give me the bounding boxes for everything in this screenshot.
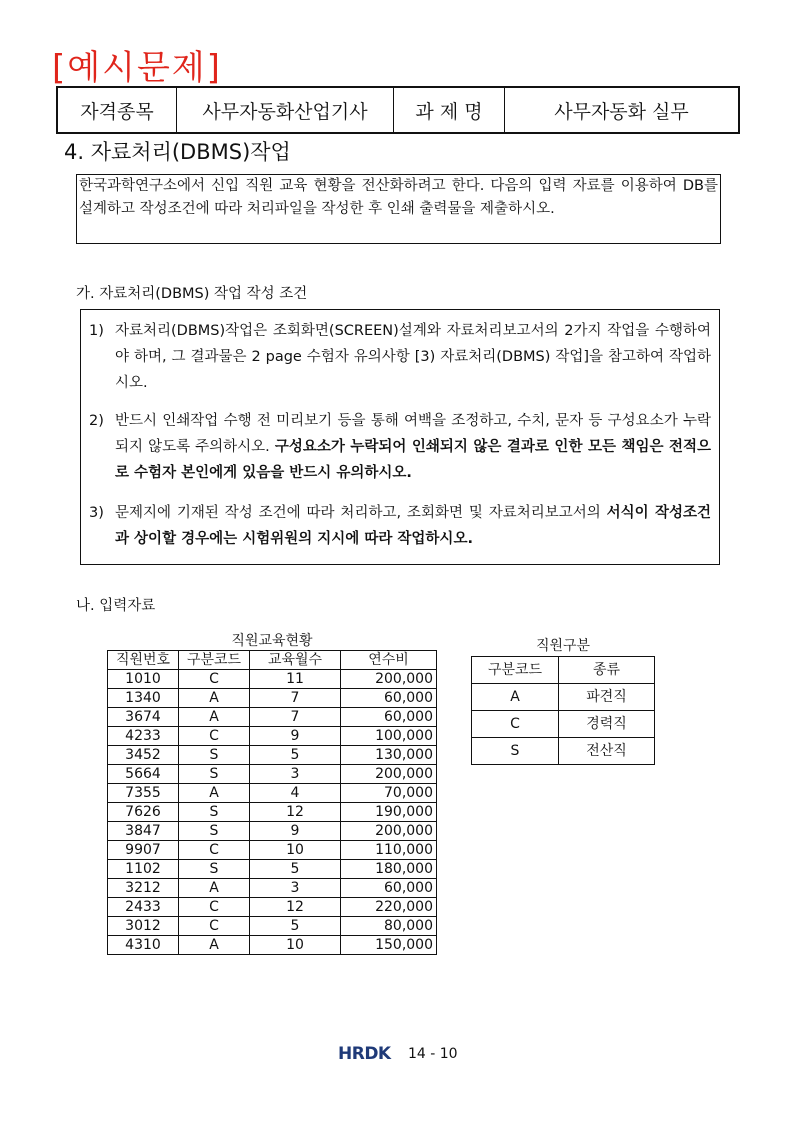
table-cell: 10 [250, 936, 341, 955]
table-cell: 100,000 [341, 727, 437, 746]
table-cell: 110,000 [341, 841, 437, 860]
table-cell: 5 [250, 860, 341, 879]
table-cell: 경력직 [559, 711, 655, 738]
table-cell: C [179, 670, 250, 689]
task-name-label: 과 제 명 [394, 87, 505, 133]
table-cell: 4310 [108, 936, 179, 955]
table-cell: 200,000 [341, 822, 437, 841]
table-cell: 5 [250, 746, 341, 765]
table-cell: C [179, 841, 250, 860]
table-cell: 3 [250, 765, 341, 784]
table-cell: C [472, 711, 559, 738]
employee-training-table [107, 650, 437, 955]
table-row [472, 684, 655, 711]
table-cell: S [179, 803, 250, 822]
table-cell: A [179, 784, 250, 803]
conditions-title: 가. 자료처리(DBMS) 작업 작성 조건 [76, 286, 308, 302]
table-cell: A [179, 936, 250, 955]
condition-text: 반드시 인쇄작업 수행 전 미리보기 등을 통해 여백을 조정하고, 수치, 문자 등 구성요소가 누락되지 않도록 주의하시오. [115, 413, 711, 455]
table-cell: 9 [250, 822, 341, 841]
table-cell: 1340 [108, 689, 179, 708]
column-header: 구분코드 [179, 651, 250, 670]
hrdk-logo: HRDK [338, 1044, 391, 1064]
table-row [108, 670, 437, 689]
table1-caption: 직원교육현황 [231, 633, 313, 649]
table-cell: S [179, 746, 250, 765]
table-cell: 80,000 [341, 917, 437, 936]
table-cell: 60,000 [341, 708, 437, 727]
table-cell: 10 [250, 841, 341, 860]
column-header: 직원번호 [108, 651, 179, 670]
table-cell: 3452 [108, 746, 179, 765]
intro-text: 한국과학연구소에서 신입 직원 교육 현황을 전산화하려고 한다. 다음의 입력 자료를 이용하여 DB를 설계하고 작성조건에 따라 처리파일을 작성한 후 인쇄 출력물을 제출하시오. [79, 178, 718, 217]
table-cell: A [179, 689, 250, 708]
table-row [108, 765, 437, 784]
table-cell: 3674 [108, 708, 179, 727]
table-cell: 3012 [108, 917, 179, 936]
page-header-title: [예시문제] [52, 48, 222, 88]
condition-body [115, 318, 711, 396]
table-cell: C [179, 917, 250, 936]
table-cell: 5664 [108, 765, 179, 784]
table-row [108, 879, 437, 898]
qualification-value: 사무자동화산업기사 [177, 87, 394, 133]
table-row [108, 936, 437, 955]
table-cell: 130,000 [341, 746, 437, 765]
condition-number: 2) [89, 413, 104, 429]
table-cell: 7626 [108, 803, 179, 822]
table-cell: 60,000 [341, 879, 437, 898]
table-cell: 200,000 [341, 765, 437, 784]
table-cell: 180,000 [341, 860, 437, 879]
column-header: 구분코드 [472, 657, 559, 684]
table-cell: A [179, 879, 250, 898]
table-row [472, 711, 655, 738]
table-cell: 7355 [108, 784, 179, 803]
table-row [108, 841, 437, 860]
table-cell: 파견직 [559, 684, 655, 711]
condition-emphasis: 서식이 작성조건과 상이할 경우에는 시험위원의 지시에 따라 작업하시오. [115, 505, 711, 547]
table-cell: 3212 [108, 879, 179, 898]
table-cell: 12 [250, 898, 341, 917]
table-cell: C [179, 898, 250, 917]
exam-info-table [56, 86, 740, 134]
table-cell: 200,000 [341, 670, 437, 689]
condition-body [115, 500, 711, 552]
task-name-value: 사무자동화 실무 [505, 87, 740, 133]
table-cell: S [472, 738, 559, 765]
table-cell: S [179, 765, 250, 784]
condition-body [115, 408, 711, 486]
table-cell: 1102 [108, 860, 179, 879]
table-cell: 9907 [108, 841, 179, 860]
table-cell: 220,000 [341, 898, 437, 917]
table-cell: 전산직 [559, 738, 655, 765]
section-title: 4. 자료처리(DBMS)작업 [64, 140, 291, 164]
table-cell: 3847 [108, 822, 179, 841]
table-row [472, 738, 655, 765]
table-cell: 4233 [108, 727, 179, 746]
qualification-label: 자격종목 [57, 87, 177, 133]
table-row [108, 689, 437, 708]
condition-number: 3) [89, 505, 104, 521]
table-row [108, 746, 437, 765]
table-cell: C [179, 727, 250, 746]
table-header-row [472, 657, 655, 684]
table-cell: 60,000 [341, 689, 437, 708]
table-cell: S [179, 822, 250, 841]
table-row [108, 727, 437, 746]
table-cell: 9 [250, 727, 341, 746]
table-row [108, 784, 437, 803]
table-row [108, 708, 437, 727]
table-header-row [108, 651, 437, 670]
table2-caption: 직원구분 [535, 638, 591, 654]
table-cell: A [179, 708, 250, 727]
table-row [108, 917, 437, 936]
table-row [108, 822, 437, 841]
table-cell: 7 [250, 689, 341, 708]
table-cell: 7 [250, 708, 341, 727]
page-number: 14 - 10 [408, 1046, 458, 1062]
column-header: 교육월수 [250, 651, 341, 670]
condition-number: 1) [89, 323, 104, 339]
table-cell: 11 [250, 670, 341, 689]
table-cell: 4 [250, 784, 341, 803]
column-header: 종류 [559, 657, 655, 684]
table-cell: 12 [250, 803, 341, 822]
table-row [108, 803, 437, 822]
condition-text: 자료처리(DBMS)작업은 조회화면(SCREEN)설계와 자료처리보고서의 2가지 작업을 수행하여야 하며, 그 결과물은 2 page 수험자 유의사항 [3) 자료처리(DBMS) 작업]을 참고하여 작업하시오. [115, 323, 711, 391]
table-cell: A [472, 684, 559, 711]
table-cell: 3 [250, 879, 341, 898]
table-cell: 190,000 [341, 803, 437, 822]
table-cell: 150,000 [341, 936, 437, 955]
conditions-box [80, 309, 720, 565]
table-cell: 70,000 [341, 784, 437, 803]
table-cell: 2433 [108, 898, 179, 917]
intro-box [76, 174, 721, 244]
table-cell: S [179, 860, 250, 879]
column-header: 연수비 [341, 651, 437, 670]
table-row [108, 898, 437, 917]
condition-emphasis: 구성요소가 누락되어 인쇄되지 않은 결과로 인한 모든 책임은 전적으로 수험자 본인에게 있음을 반드시 유의하시오. [115, 439, 711, 481]
input-data-title: 나. 입력자료 [76, 598, 156, 614]
table-row [108, 860, 437, 879]
condition-text: 문제지에 기재된 작성 조건에 따라 처리하고, 조회화면 및 자료처리보고서의 [115, 505, 607, 521]
table-cell: 5 [250, 917, 341, 936]
employee-category-table [471, 656, 655, 765]
table-cell: 1010 [108, 670, 179, 689]
